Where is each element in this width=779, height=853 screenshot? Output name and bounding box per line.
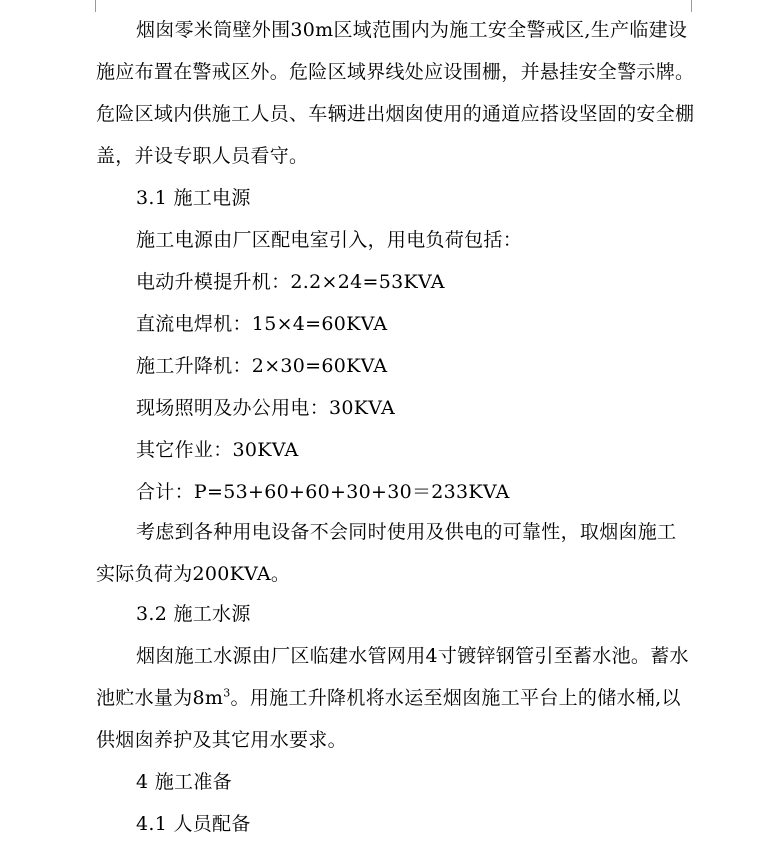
load-total: 合计：P=53+60+60+30+30＝233KVA xyxy=(136,481,510,503)
page-corner-mark-left xyxy=(95,0,96,12)
load-item-lift-machine: 电动升模提升机：2.2×24=53KVA xyxy=(136,271,445,293)
section-3-2-line-2-prefix: 池贮水量为8m xyxy=(96,687,224,709)
page-corner-mark-right xyxy=(691,0,692,12)
section-4-heading: 4 施工准备 xyxy=(136,771,232,793)
load-item-other-work: 其它作业：30KVA xyxy=(136,439,299,461)
paragraph-warning-zone-line-2: 施应布置在警戒区外。危险区域界线处应设围栅，并悬挂安全警示牌。 xyxy=(96,61,695,83)
section-3-2-line-2-suffix: 。用施工升降机将水运至烟囱施工平台上的储水桶,以 xyxy=(230,687,681,709)
section-4-1-heading: 4.1 人员配备 xyxy=(136,813,251,835)
section-3-1-intro: 施工电源由厂区配电室引入，用电负荷包括： xyxy=(136,229,523,251)
load-item-construction-elevator: 施工升降机：2×30=60KVA xyxy=(136,355,388,377)
section-3-1-conclusion-line-1: 考虑到各种用电设备不会同时使用及供电的可靠性，取烟囱施工 xyxy=(136,521,677,543)
paragraph-warning-zone-line-3: 危险区域内供施工人员、车辆进出烟囱使用的通道应搭设坚固的安全棚 xyxy=(96,103,695,125)
paragraph-warning-zone-line-1: 烟囱零米筒壁外围30m区域范围内为施工安全警戒区,生产临建设 xyxy=(136,19,688,41)
section-3-2-heading: 3.2 施工水源 xyxy=(136,603,251,625)
load-item-lighting-office: 现场照明及办公用电：30KVA xyxy=(136,397,396,419)
section-3-1-heading: 3.1 施工电源 xyxy=(136,187,251,209)
section-3-2-line-3: 供烟囱养护及其它用水要求。 xyxy=(96,729,347,751)
paragraph-warning-zone-line-4: 盖，并设专职人员看守。 xyxy=(96,145,309,167)
cubic-superscript: 3 xyxy=(223,686,231,700)
section-3-2-line-2 xyxy=(96,685,681,711)
load-item-dc-welder: 直流电焊机：15×4=60KVA xyxy=(136,313,388,335)
section-3-2-line-1: 烟囱施工水源由厂区临建水管网用4寸镀锌钢管引至蓄水池。蓄水 xyxy=(136,645,689,667)
section-3-1-conclusion-line-2: 实际负荷为200KVA。 xyxy=(96,563,291,585)
